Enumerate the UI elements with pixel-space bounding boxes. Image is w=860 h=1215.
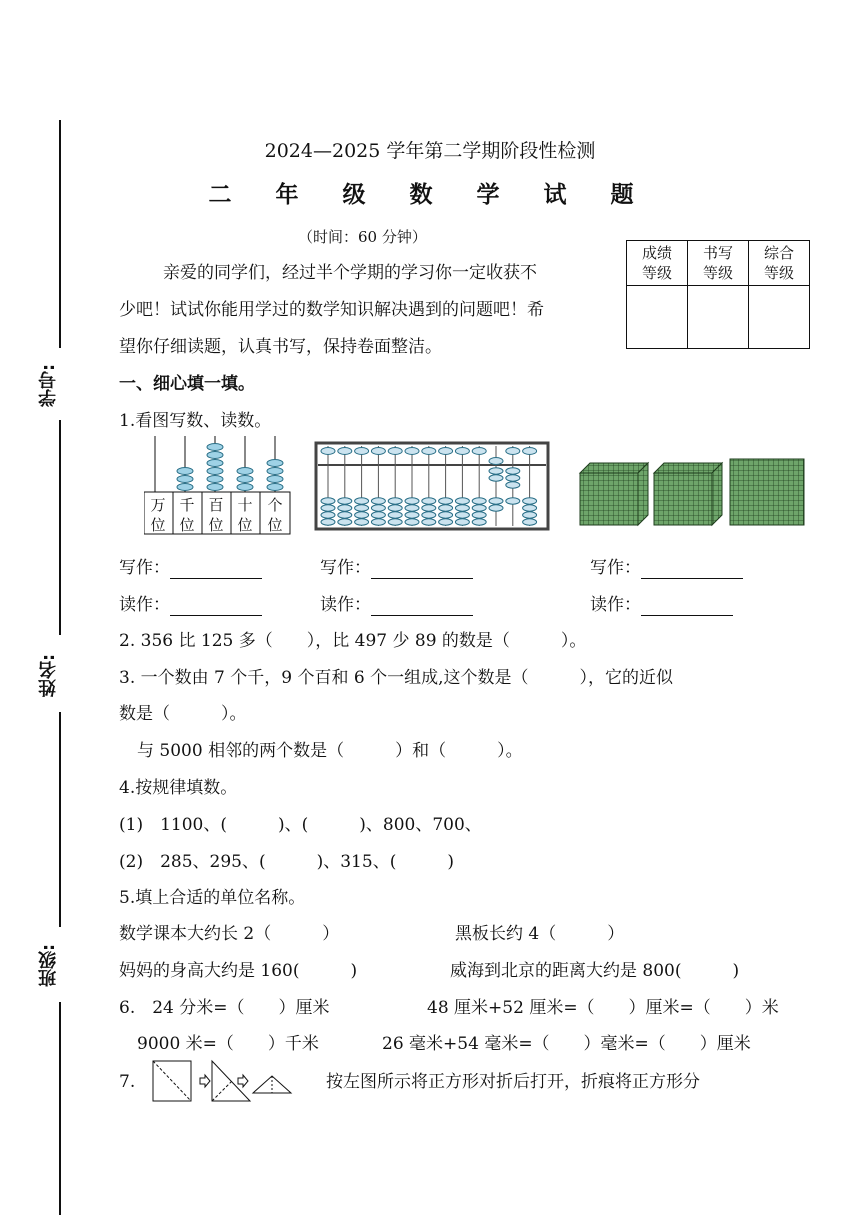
soroban-bead bbox=[355, 512, 369, 518]
abacus-label-qian: 千 bbox=[179, 496, 195, 514]
write-answer-2[interactable] bbox=[371, 560, 473, 579]
soroban-bead bbox=[455, 498, 469, 504]
grade-header-overall: 综合 等级 bbox=[749, 241, 810, 286]
abacus-label-ge: 个 bbox=[267, 496, 283, 514]
read-row-3: 读作： bbox=[590, 594, 733, 616]
write-row-3: 写作： bbox=[590, 557, 743, 579]
soroban-bead bbox=[439, 519, 453, 525]
q5-c: 妈妈的身高大约是 160( ) bbox=[119, 961, 358, 981]
soroban-bead bbox=[422, 505, 436, 511]
soroban-bead bbox=[439, 498, 453, 504]
abacus-label-shi: 十 bbox=[237, 496, 253, 514]
soroban-bead bbox=[422, 512, 436, 518]
intro-line-3: 望你仔细读题，认真书写，保持卷面整洁。 bbox=[119, 337, 442, 357]
soroban-bead bbox=[523, 519, 537, 525]
soroban-bead bbox=[355, 505, 369, 511]
soroban-bead bbox=[321, 519, 335, 525]
read-row-1: 读作： bbox=[119, 594, 262, 616]
write-row-1: 写作： bbox=[119, 557, 262, 579]
soroban-bead bbox=[338, 505, 352, 511]
student-no-label: 学号: bbox=[38, 363, 59, 407]
soroban-bead bbox=[523, 498, 537, 504]
soroban-bead bbox=[472, 448, 486, 455]
fold-square-diagram bbox=[150, 1058, 296, 1104]
soroban-bead bbox=[371, 519, 385, 525]
soroban-bead bbox=[489, 468, 503, 474]
soroban-bead bbox=[506, 475, 520, 481]
soroban-bead bbox=[422, 498, 436, 504]
q4-line-1: (1) 1100、( )、( )、800、700、 bbox=[119, 815, 482, 835]
svg-text:位: 位 bbox=[237, 516, 253, 534]
svg-text:位: 位 bbox=[150, 516, 166, 534]
q2: 2. 356 比 125 多（ ），比 497 少 89 的数是（ ）。 bbox=[119, 631, 587, 651]
q4-line-2: (2) 285、295、( )、315、( ) bbox=[119, 852, 454, 872]
intro-line-1: 亲爱的同学们，经过半个学期的学习你一定收获不 bbox=[163, 263, 537, 283]
class-label: 班级: bbox=[38, 943, 59, 987]
soroban-bead bbox=[455, 512, 469, 518]
soroban-bead bbox=[489, 505, 503, 511]
intro-line-2: 少吧！试试你能用学过的数学知识解决遇到的问题吧！希 bbox=[119, 300, 544, 320]
read-answer-1[interactable] bbox=[170, 597, 262, 616]
soroban-bead bbox=[338, 519, 352, 525]
soroban-abacus bbox=[314, 441, 552, 531]
section-1-heading: 一、细心填一填。 bbox=[119, 374, 255, 394]
q7-text: 按左图所示将正方形对折后打开，折痕将正方形分 bbox=[326, 1072, 700, 1092]
soroban-bead bbox=[321, 512, 335, 518]
q3-line-2: 数是（ ）。 bbox=[119, 704, 247, 724]
read-answer-2[interactable] bbox=[371, 597, 473, 616]
grade-table bbox=[626, 240, 810, 349]
soroban-bead bbox=[405, 448, 419, 455]
soroban-bead bbox=[472, 505, 486, 511]
q3-line-1: 3. 一个数由 7 个千，9 个百和 6 个一组成,这个数是（ ），它的近似 bbox=[119, 668, 673, 688]
soroban-bead bbox=[321, 505, 335, 511]
soroban-bead bbox=[388, 448, 402, 455]
abacus-label-wan: 万 bbox=[150, 496, 166, 514]
soroban-bead bbox=[338, 448, 352, 455]
soroban-bead bbox=[439, 448, 453, 455]
soroban-bead bbox=[338, 512, 352, 518]
soroban-bead bbox=[405, 505, 419, 511]
place-value-abacus bbox=[144, 434, 294, 536]
soroban-bead bbox=[405, 519, 419, 525]
write-answer-3[interactable] bbox=[641, 560, 743, 579]
name-label: 姓名: bbox=[38, 653, 59, 697]
soroban-bead bbox=[422, 519, 436, 525]
soroban-bead bbox=[371, 498, 385, 504]
grade-cell-score[interactable] bbox=[627, 286, 688, 349]
soroban-bead bbox=[355, 448, 369, 455]
soroban-bead bbox=[472, 519, 486, 525]
thousand-cubes bbox=[578, 455, 808, 529]
soroban-bead bbox=[439, 505, 453, 511]
grade-header-score: 成绩 等级 bbox=[627, 241, 688, 286]
soroban-bead bbox=[523, 448, 537, 455]
soroban-bead bbox=[422, 448, 436, 455]
q5-d: 威海到北京的距离大约是 800( ) bbox=[450, 961, 740, 981]
q6-b: 48 厘米+52 厘米=（ ）厘米=（ ）米 bbox=[427, 998, 779, 1018]
grade-cell-writing[interactable] bbox=[688, 286, 749, 349]
soroban-bead bbox=[489, 498, 503, 504]
soroban-bead bbox=[388, 519, 402, 525]
svg-text:位: 位 bbox=[267, 516, 283, 534]
q6-d: 26 毫米+54 毫米=（ ）毫米=（ ）厘米 bbox=[382, 1034, 751, 1054]
exam-time: （时间：60 分钟） bbox=[298, 228, 427, 246]
soroban-bead bbox=[388, 505, 402, 511]
soroban-bead bbox=[489, 475, 503, 481]
soroban-bead bbox=[371, 448, 385, 455]
soroban-bead bbox=[439, 512, 453, 518]
soroban-bead bbox=[506, 468, 520, 474]
grade-header-writing: 书写 等级 bbox=[688, 241, 749, 286]
abacus-label-bai: 百 bbox=[208, 496, 224, 514]
q3-line-3: 与 5000 相邻的两个数是（ ）和（ ）。 bbox=[137, 741, 523, 761]
soroban-bead bbox=[388, 498, 402, 504]
soroban-bead bbox=[371, 505, 385, 511]
soroban-bead bbox=[455, 448, 469, 455]
soroban-bead bbox=[472, 498, 486, 504]
read-row-2: 读作： bbox=[320, 594, 473, 616]
soroban-bead bbox=[355, 519, 369, 525]
exam-subject: 二 年 级 数 学 试 题 bbox=[208, 182, 652, 208]
write-answer-1[interactable] bbox=[170, 560, 262, 579]
soroban-bead bbox=[506, 482, 520, 488]
soroban-bead bbox=[405, 512, 419, 518]
soroban-bead bbox=[506, 498, 520, 504]
q5-b: 黑板长约 4（ ） bbox=[455, 924, 625, 944]
soroban-bead bbox=[321, 448, 335, 455]
soroban-bead bbox=[371, 512, 385, 518]
svg-text:位: 位 bbox=[179, 516, 195, 534]
soroban-bead bbox=[355, 498, 369, 504]
exam-title: 2024—2025 学年第二学期阶段性检测 bbox=[264, 140, 596, 162]
write-row-2: 写作： bbox=[320, 557, 473, 579]
binding-line-2 bbox=[59, 420, 61, 635]
q4-title: 4.按规律填数。 bbox=[119, 778, 238, 798]
grade-cell-overall[interactable] bbox=[749, 286, 810, 349]
q5-title: 5.填上合适的单位名称。 bbox=[119, 888, 306, 908]
soroban-bead bbox=[321, 498, 335, 504]
soroban-bead bbox=[472, 512, 486, 518]
q7-number: 7. bbox=[119, 1072, 136, 1092]
soroban-bead bbox=[489, 458, 503, 465]
q1-title: 1.看图写数、读数。 bbox=[119, 411, 272, 431]
soroban-bead bbox=[455, 505, 469, 511]
q6-c: 9000 米=（ ）千米 bbox=[137, 1034, 319, 1054]
q5-a: 数学课本大约长 2（ ） bbox=[119, 924, 340, 944]
binding-line-3 bbox=[59, 712, 61, 927]
soroban-bead bbox=[388, 512, 402, 518]
q6-a: 6. 24 分米=（ ）厘米 bbox=[119, 998, 330, 1018]
soroban-bead bbox=[506, 448, 520, 455]
soroban-bead bbox=[455, 519, 469, 525]
soroban-bead bbox=[338, 498, 352, 504]
soroban-bead bbox=[405, 498, 419, 504]
binding-line-bottom bbox=[59, 1002, 61, 1215]
soroban-bead bbox=[523, 505, 537, 511]
read-answer-3[interactable] bbox=[641, 597, 733, 616]
svg-text:位: 位 bbox=[208, 516, 224, 534]
soroban-bead bbox=[523, 512, 537, 518]
